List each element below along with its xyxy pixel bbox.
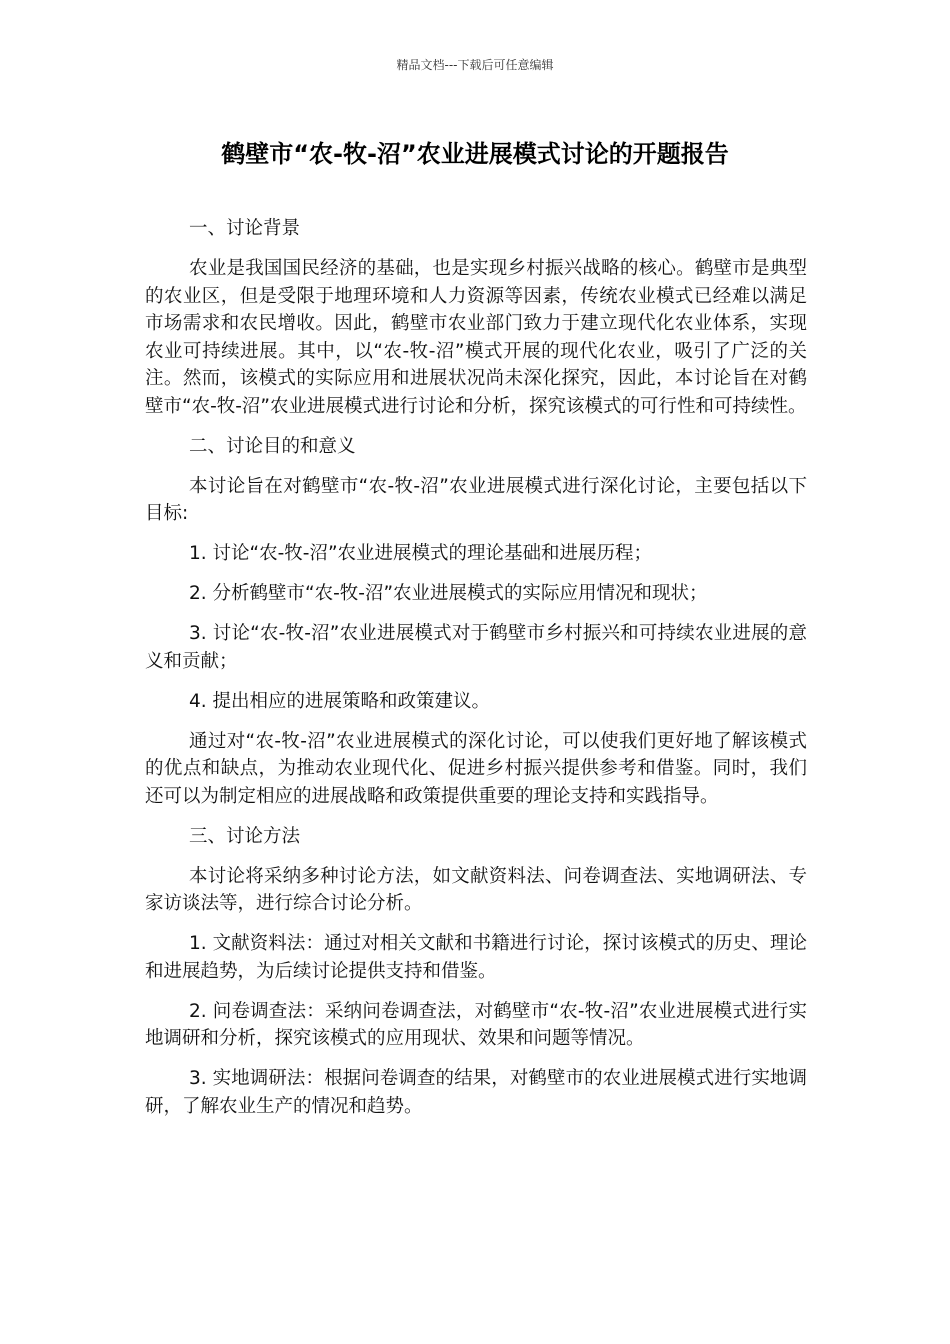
list-item-method-1: 1. 文献资料法：通过对相关文献和书籍进行讨论，探讨该模式的历史、理论和进展趋势，为后续讨论提供支持和借鉴。 — [145, 933, 807, 982]
list-item-method-3: 3. 实地调研法：根据问卷调查的结果，对鹤壁市的农业进展模式进行实地调研，了解农业生产的情况和趋势。 — [145, 1068, 807, 1117]
section-heading-purpose: 二、讨论目的和意义 — [189, 435, 356, 457]
section-heading-background: 一、讨论背景 — [189, 218, 301, 239]
list-item-method-2: 2. 问卷调查法：采纳问卷调查法，对鹤壁市“农-牧-沼”农业进展模式进行实地调研和分析，探究该模式的应用现状、效果和问题等情况。 — [145, 1000, 807, 1049]
document-body — [145, 215, 807, 1133]
list-item-goal-2: 2. 分析鹤壁市“农-牧-沼”农业进展模式的实际应用情况和现状； — [189, 583, 708, 604]
list-item-goal-3: 3. 讨论“农-牧-沼”农业进展模式对于鹤壁市乡村振兴和可持续农业进展的意义和贡献； — [145, 623, 807, 672]
section-heading-methods: 三、讨论方法 — [189, 825, 301, 847]
document-title: 鹤壁市“农-牧-沼”农业进展模式讨论的开题报告 — [221, 140, 729, 168]
paragraph-significance: 通过对“农-牧-沼”农业进展模式的深化讨论，可以使我们更好地了解该模式的优点和缺点，为推动农业现代化、促进乡村振兴提供参考和借鉴。同时，我们还可以为制定相应的进展战略和政策提供重要的理论支持和实践指导。 — [145, 730, 807, 807]
page-header: 精品文档---下载后可任意编辑 — [396, 58, 554, 72]
paragraph-purpose-intro: 本讨论旨在对鹤壁市“农-牧-沼”农业进展模式进行深化讨论，主要包括以下目标: — [145, 475, 807, 524]
paragraph-methods-intro: 本讨论将采纳多种讨论方法，如文献资料法、问卷调查法、实地调研法、专家访谈法等，进行综合讨论分析。 — [145, 865, 807, 914]
paragraph-background: 农业是我国国民经济的基础，也是实现乡村振兴战略的核心。鹤壁市是典型的农业区，但是受限于地理环境和人力资源等因素，传统农业模式已经难以满足市场需求和农民增收。因此，鹤壁市农业部门致力于建立现代化农业体系，实现农业可持续进展。其中，以“农-牧-沼”模式开展的现代化农业，吸引了广泛的关注。然而，该模式的实际应用和进展状况尚未深化探究，因此，本讨论旨在对鹤壁市“农-牧-沼”农业进展模式进行讨论和分析，探究该模式的可行性和可持续性。 — [145, 258, 807, 417]
list-item-goal-4: 4. 提出相应的进展策略和政策建议。 — [189, 690, 491, 712]
list-item-goal-1: 1. 讨论“农-牧-沼”农业进展模式的理论基础和进展历程； — [189, 543, 653, 564]
